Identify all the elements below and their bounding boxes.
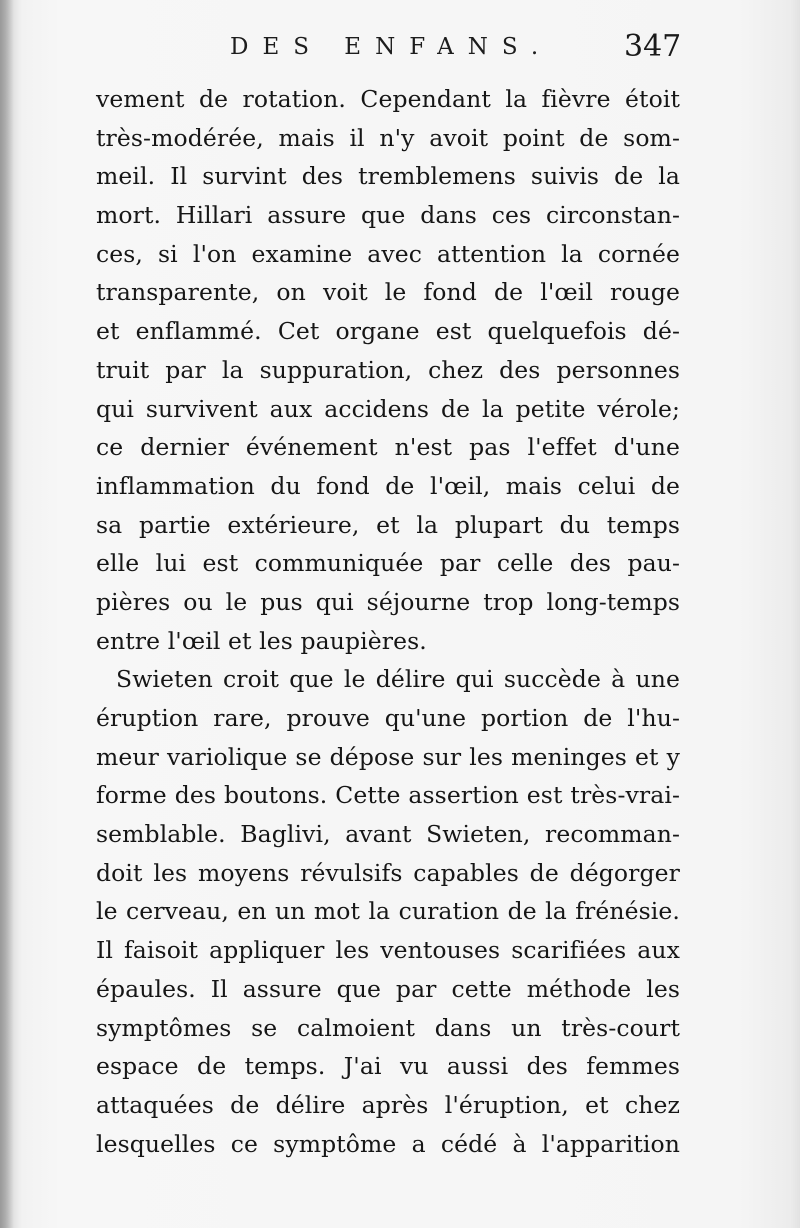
text-line: lesquelles ce symptôme a cédé à l'apparition [96,1129,680,1158]
text-line: mort. Hillari assure que dans ces circonstan- [96,201,680,230]
paragraph-start-line: Swieten croit que le délire qui succède à une [116,665,680,694]
text-line: ce dernier événement n'est pas l'effet d'une [96,433,680,462]
text-line: Il faisoit appliquer les ventouses scarifiées aux [96,936,680,965]
text-line: truit par la suppuration, chez des personnes [96,355,680,384]
text-line: meur variolique se dépose sur les meninges et y [96,742,680,771]
text-line: éruption rare, prouve qu'une portion de l'hu- [96,704,680,732]
text-line: forme des boutons. Cette assertion est très-vrai- [96,781,680,810]
text-line: ces, si l'on examine avec attention la cornée [96,239,680,268]
running-head: DES ENFANS. [230,34,553,60]
text-line: qui survivent aux accidens de la petite vérole; [96,394,680,423]
body-text [96,80,680,1163]
text-line: symptômes se calmoient dans un très-court [96,1013,680,1042]
text-line: pières ou le pus qui séjourne trop long-temps [96,587,680,616]
text-line: semblable. Baglivi, avant Swieten, recomman- [96,820,680,849]
paragraph-end-line: entre l'œil et les paupières. [96,626,427,655]
text-line: espace de temps. J'ai vu aussi des femmes [96,1052,680,1081]
text-line: elle lui est communiquée par celle des pau- [96,549,680,578]
page-header [0,30,800,80]
page-number: 347 [624,29,682,64]
text-line: transparente, on voit le fond de l'œil rouge [96,278,680,307]
text-line: doit les moyens révulsifs capables de dégorger [96,858,680,887]
text-line: sa partie extérieure, et la plupart du temps [96,510,680,539]
text-line: épaules. Il assure que par cette méthode les [96,974,680,1003]
text-line: le cerveau, en un mot la curation de la frénésie. [96,897,680,926]
text-line: attaquées de délire après l'éruption, et chez [96,1090,680,1119]
text-line: meil. Il survint des tremblemens suivis de la [96,162,680,191]
text-line: et enflammé. Cet organe est quelquefois dé- [96,317,680,346]
text-line: vement de rotation. Cependant la fièvre étoit [96,85,680,113]
text-line: très-modérée, mais il n'y avoit point de som- [96,123,680,152]
text-line: inflammation du fond de l'œil, mais celui de [96,471,680,500]
